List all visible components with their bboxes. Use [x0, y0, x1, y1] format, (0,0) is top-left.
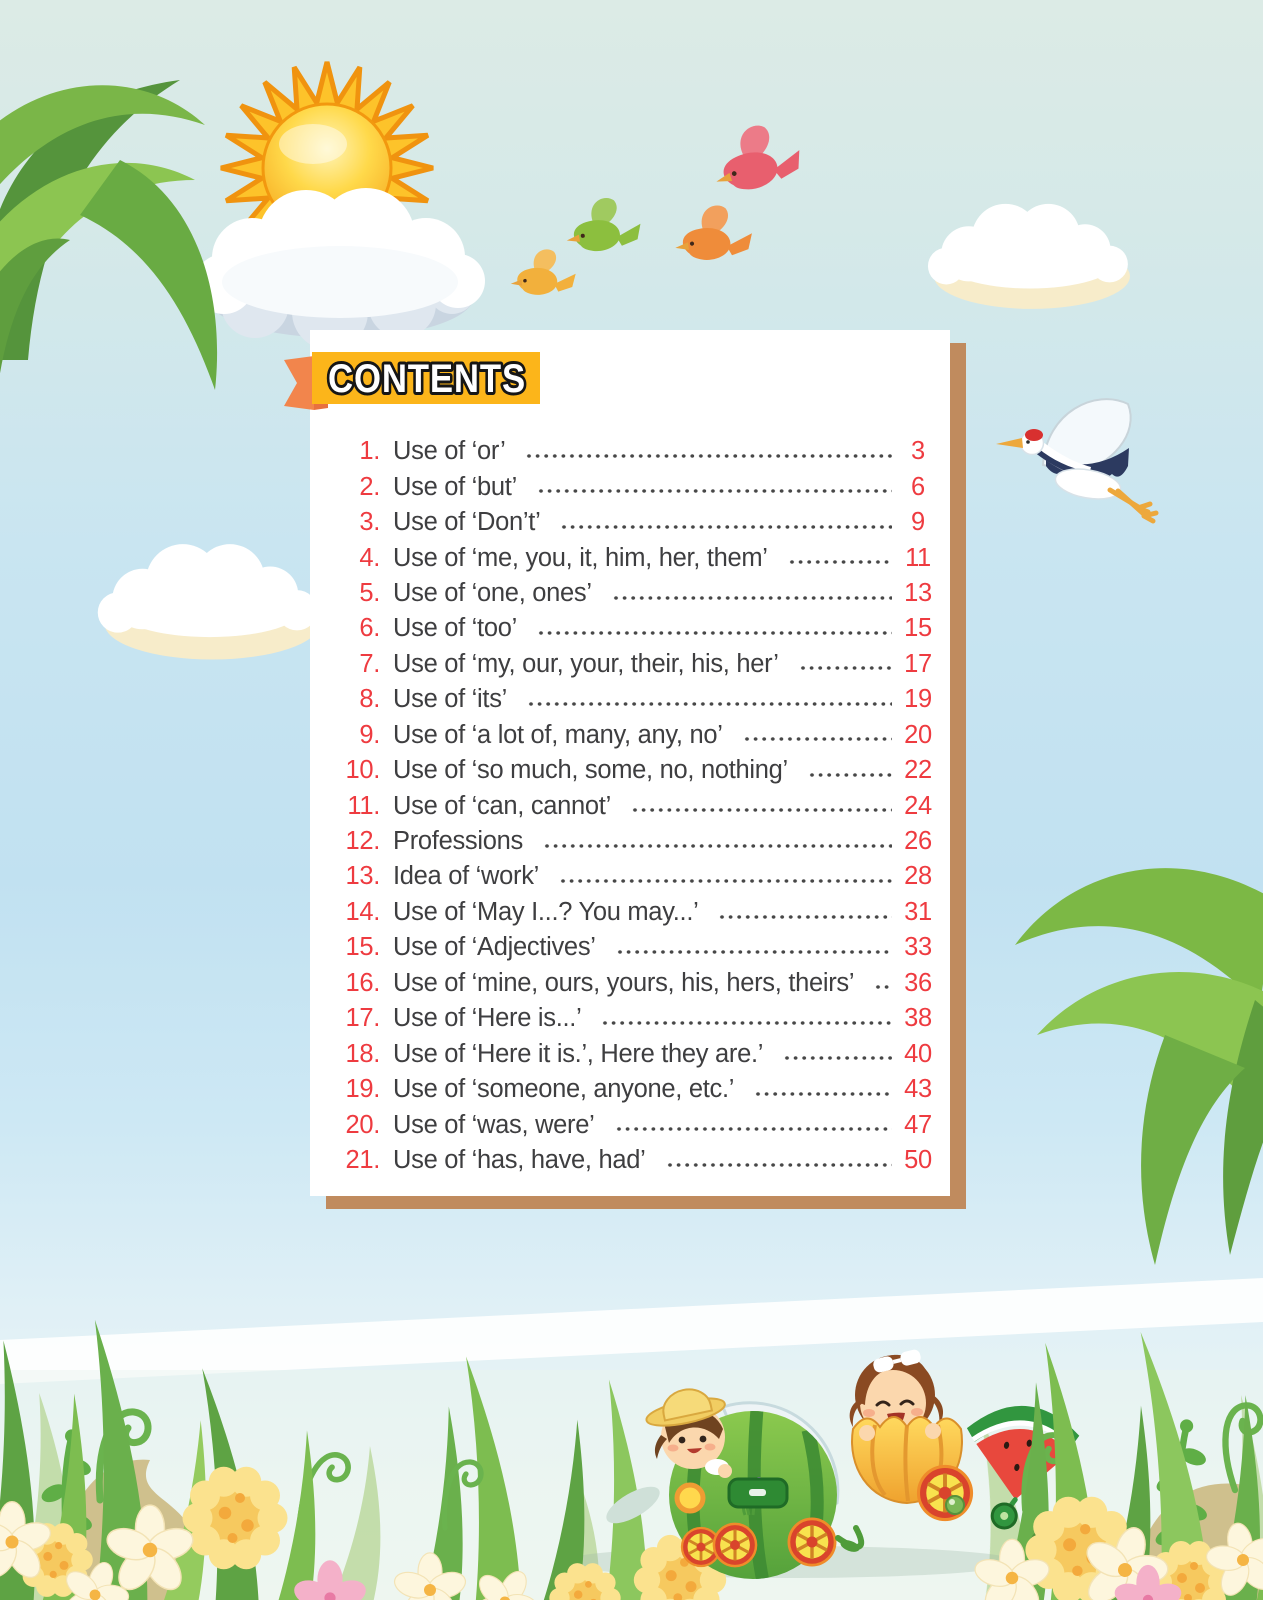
toc-row	[334, 647, 936, 682]
toc-row	[334, 966, 936, 1001]
toc-item-number: 5.	[359, 578, 380, 607]
toc-row	[334, 859, 936, 894]
toc-item-label: Use of ‘can, cannot’	[393, 791, 611, 820]
sun-icon	[221, 62, 433, 274]
toc-item-page: 50	[904, 1145, 932, 1174]
toc-leader-dots	[612, 576, 892, 611]
toc-item-page: 17	[904, 649, 932, 678]
toc-item-label: Use of ‘mine, ours, yours, his, hers, theirs’	[393, 968, 855, 997]
toc-leader-dots	[743, 718, 892, 753]
toc-row	[334, 611, 936, 646]
toc-item-label: Use of ‘me, you, it, him, her, them’	[393, 543, 768, 572]
crane-icon	[996, 399, 1156, 521]
toc-item-page: 47	[904, 1110, 932, 1139]
toc-item-number: 19.	[345, 1075, 380, 1104]
toc-row	[334, 1072, 936, 1107]
toc-item-label: Use of ‘Adjectives’	[393, 933, 596, 962]
toc-row	[334, 788, 936, 823]
toc-leader-dots	[874, 966, 892, 1001]
toc-leader-dots	[527, 682, 892, 717]
toc-leader-dots	[601, 1001, 892, 1036]
toc-item-label: Use of ‘so much, some, no, nothing’	[393, 756, 788, 785]
bird-orange-icon	[670, 201, 755, 264]
toc-leader-dots	[525, 434, 892, 469]
toc-row	[334, 682, 936, 717]
toc-item-number: 2.	[359, 472, 380, 501]
toc-item-page: 22	[904, 756, 932, 785]
toc-item-label: Idea of ‘work’	[393, 862, 540, 891]
toc-item-page: 19	[904, 685, 932, 714]
toc-leader-dots	[718, 895, 892, 930]
toc-row	[334, 824, 936, 859]
toc-leader-dots	[543, 824, 892, 859]
toc-item-number: 21.	[345, 1145, 380, 1174]
toc-item-number: 3.	[359, 508, 380, 537]
toc-item-page: 15	[904, 614, 932, 643]
toc-leader-dots	[615, 1107, 892, 1142]
toc-leader-dots	[788, 540, 892, 575]
toc-item-page: 40	[904, 1039, 932, 1068]
toc-item-number: 9.	[359, 720, 380, 749]
contents-title: CONTENTS	[328, 357, 526, 401]
toc-item-number: 7.	[359, 649, 380, 678]
cloud-left-icon	[98, 544, 320, 659]
toc-item-page: 24	[904, 791, 932, 820]
toc-row	[334, 753, 936, 788]
toc-row	[334, 469, 936, 504]
toc-leader-dots	[537, 611, 892, 646]
toc-leader-dots	[616, 930, 892, 965]
toc-item-number: 1.	[359, 437, 380, 466]
toc-item-page: 13	[904, 578, 932, 607]
bird-green-icon	[561, 193, 644, 257]
toc-item-number: 12.	[345, 827, 380, 856]
toc-item-label: Use of ‘a lot of, many, any, no’	[393, 720, 723, 749]
toc-leader-dots	[559, 859, 892, 894]
toc-row	[334, 930, 936, 965]
sun-cloud-icon	[194, 188, 485, 350]
toc-item-page: 31	[904, 897, 932, 926]
watermelon-pram-boy-icon	[601, 1382, 838, 1590]
toc-row	[334, 718, 936, 753]
toc-row	[334, 1143, 936, 1178]
toc-item-number: 11.	[347, 791, 380, 820]
toc-leader-dots	[537, 469, 892, 504]
toc-item-label: Use of ‘or’	[393, 437, 506, 466]
toc-row	[334, 540, 936, 575]
toc-row	[334, 505, 936, 540]
toc-item-number: 18.	[345, 1039, 380, 1068]
toc-item-label: Use of ‘was, were’	[393, 1110, 595, 1139]
toc-item-number: 17.	[345, 1004, 380, 1033]
toc-item-number: 13.	[345, 862, 380, 891]
toc-leader-dots	[560, 505, 892, 540]
toc-item-page: 36	[904, 968, 932, 997]
toc-item-page: 9	[911, 508, 925, 537]
toc-item-page: 6	[911, 472, 925, 501]
toc-item-label: Use of ‘Here is...’	[393, 1004, 582, 1033]
toc-leader-dots	[666, 1143, 892, 1178]
toc-row	[334, 1107, 936, 1142]
toc-item-label: Use of ‘has, have, had’	[393, 1145, 646, 1174]
toc-item-number: 20.	[345, 1110, 380, 1139]
toc-item-page: 38	[904, 1004, 932, 1033]
toc-item-page: 11	[905, 543, 931, 572]
toc-item-page: 28	[904, 862, 932, 891]
toc-leader-dots	[631, 788, 892, 823]
toc-leader-dots	[799, 647, 892, 682]
toc-item-label: Use of ‘but’	[393, 472, 517, 501]
melon-cart-girl-icon	[850, 1348, 1083, 1538]
toc-item-number: 4.	[359, 543, 380, 572]
watermelon-slice-trailer-icon	[951, 1396, 1083, 1538]
toc-leader-dots	[783, 1036, 892, 1071]
cloud-right-icon	[928, 204, 1130, 309]
toc-item-page: 43	[904, 1075, 932, 1104]
contents-banner	[284, 346, 544, 418]
toc-row	[334, 1036, 936, 1071]
toc-item-page: 20	[904, 720, 932, 749]
toc-item-number: 16.	[345, 968, 380, 997]
toc-item-label: Use of ‘one, ones’	[393, 578, 592, 607]
toc-item-label: Use of ‘someone, anyone, etc.’	[393, 1075, 735, 1104]
toc-item-number: 8.	[359, 685, 380, 714]
contents-panel	[310, 330, 950, 1196]
toc-item-label: Professions	[393, 827, 523, 856]
toc-row	[334, 576, 936, 611]
toc-item-number: 10.	[345, 756, 380, 785]
bird-pink-icon	[704, 115, 807, 200]
palm-leaves-right-icon	[1015, 868, 1263, 1265]
toc-row	[334, 434, 936, 469]
toc-row	[334, 1001, 936, 1036]
toc-item-number: 15.	[345, 933, 380, 962]
toc-leader-dots	[754, 1072, 892, 1107]
toc-item-label: Use of ‘May I...? You may...’	[393, 897, 699, 926]
grass-and-flowers-icon	[0, 1260, 1263, 1600]
toc-row	[334, 895, 936, 930]
toc-item-number: 14.	[345, 897, 380, 926]
palm-leaves-left-icon	[0, 80, 217, 440]
toc-list	[334, 434, 936, 1178]
toc-item-label: Use of ‘Don’t’	[393, 508, 541, 537]
toc-leader-dots	[808, 753, 892, 788]
toc-item-label: Use of ‘Here it is.’, Here they are.’	[393, 1039, 764, 1068]
toc-item-page: 33	[904, 933, 932, 962]
toc-item-page: 3	[911, 437, 925, 466]
toc-item-label: Use of ‘my, our, your, their, his, her’	[393, 649, 779, 678]
bird-yellow-icon	[508, 247, 578, 298]
toc-item-label: Use of ‘its’	[393, 685, 508, 714]
toc-item-number: 6.	[359, 614, 380, 643]
toc-item-label: Use of ‘too’	[393, 614, 517, 643]
toc-item-page: 26	[904, 827, 932, 856]
